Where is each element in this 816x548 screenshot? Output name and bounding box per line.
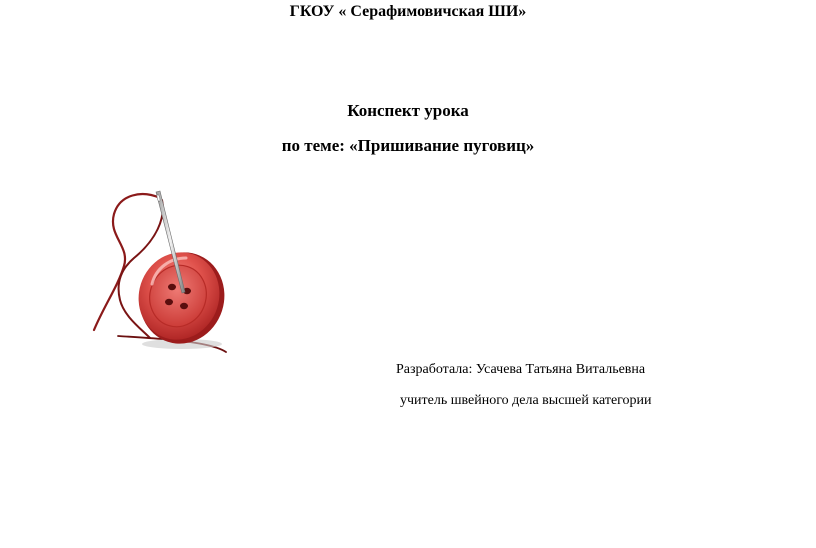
button-hole bbox=[180, 303, 188, 309]
button-hole bbox=[165, 299, 173, 305]
author-position: учитель швейного дела высшей категории bbox=[400, 393, 652, 408]
button-hole bbox=[168, 284, 176, 290]
document-title: Конспект урока bbox=[347, 101, 469, 120]
author-name: Разработала: Усачева Татьяна Витальевна bbox=[396, 362, 646, 377]
organization-header: ГКОУ « Серафимовичская ШИ» bbox=[289, 3, 527, 20]
document-topic: по теме: «Пришивание пуговиц» bbox=[281, 136, 535, 155]
button-with-needle-icon bbox=[90, 188, 230, 358]
